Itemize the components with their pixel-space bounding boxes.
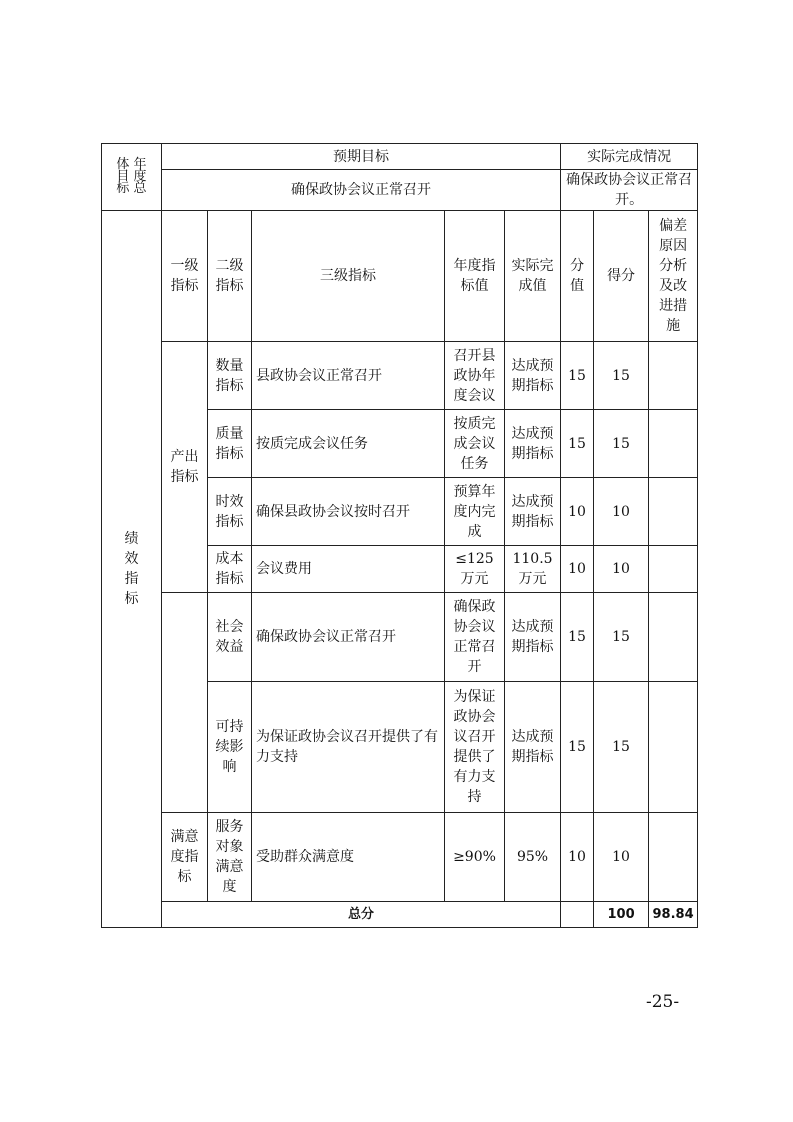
row-l3: 按质完成会议任务 xyxy=(252,410,445,478)
row-deviation xyxy=(649,478,698,546)
row-score: 15 xyxy=(594,342,649,410)
row-actual: 95% xyxy=(505,813,561,902)
row-deviation xyxy=(649,410,698,478)
row-score: 15 xyxy=(594,593,649,682)
row-l3: 受助群众满意度 xyxy=(252,813,445,902)
row-l2: 数量 指标 xyxy=(208,342,252,410)
row-l3: 为保证政协会议召开提供了有力支持 xyxy=(252,682,445,813)
row-target: 召开县 政协年 度会议 xyxy=(445,342,505,410)
group-output-indicators: 产出 指标 xyxy=(162,342,208,593)
row-actual: 达成预 期指标 xyxy=(505,682,561,813)
total-weight: 100 xyxy=(594,902,649,928)
row-weight: 15 xyxy=(561,410,594,478)
total-empty-cell xyxy=(561,902,594,928)
total-label: 总分 xyxy=(162,902,561,928)
row-deviation xyxy=(649,342,698,410)
col-weight-header: 分 值 xyxy=(561,211,594,342)
performance-table xyxy=(101,143,698,928)
row-target: 按质完 成会议 任务 xyxy=(445,410,505,478)
row-deviation xyxy=(649,546,698,593)
col-score-header: 得分 xyxy=(594,211,649,342)
row-actual: 达成预 期指标 xyxy=(505,478,561,546)
row-score: 10 xyxy=(594,546,649,593)
row-deviation xyxy=(649,682,698,813)
corner-label: 体 年 目 度 标 总 xyxy=(102,144,162,211)
row-l2: 质量 指标 xyxy=(208,410,252,478)
col-annual-target-header: 年度指 标值 xyxy=(445,211,505,342)
row-actual: 达成预 期指标 xyxy=(505,593,561,682)
expected-goal-text: 确保政协会议正常召开 xyxy=(162,170,561,211)
row-l3: 会议费用 xyxy=(252,546,445,593)
total-score: 98.84 xyxy=(649,902,698,928)
group-satisfaction-indicators: 满意 度指 标 xyxy=(162,813,208,902)
col-level2-header: 二级 指标 xyxy=(208,211,252,342)
row-target: 预算年 度内完 成 xyxy=(445,478,505,546)
row-deviation xyxy=(649,593,698,682)
row-l3: 县政协会议正常召开 xyxy=(252,342,445,410)
group-effect-indicators xyxy=(162,593,208,813)
row-l3: 确保县政协会议按时召开 xyxy=(252,478,445,546)
row-l2: 时效 指标 xyxy=(208,478,252,546)
row-l2: 可持 续影 响 xyxy=(208,682,252,813)
col-level1-header: 一级 指标 xyxy=(162,211,208,342)
row-target: ≤125 万元 xyxy=(445,546,505,593)
performance-indicators-label: 绩 效 指 标 xyxy=(102,211,162,928)
row-weight: 10 xyxy=(561,813,594,902)
row-l2: 服务 对象 满意 度 xyxy=(208,813,252,902)
page-number: -25- xyxy=(646,992,680,1012)
col-deviation-header: 偏差 原因 分析 及改 进措 施 xyxy=(649,211,698,342)
col-level3-header: 三级指标 xyxy=(252,211,445,342)
row-score: 10 xyxy=(594,813,649,902)
row-weight: 15 xyxy=(561,682,594,813)
row-l3: 确保政协会议正常召开 xyxy=(252,593,445,682)
actual-status-header: 实际完成情况 xyxy=(561,144,698,170)
row-weight: 10 xyxy=(561,478,594,546)
row-actual: 达成预 期指标 xyxy=(505,342,561,410)
row-score: 15 xyxy=(594,682,649,813)
row-target: 确保政 协会议 正常召 开 xyxy=(445,593,505,682)
row-weight: 15 xyxy=(561,593,594,682)
actual-status-text: 确保政协会议正常召开。 xyxy=(561,170,698,211)
row-score: 15 xyxy=(594,410,649,478)
row-target: ≥90% xyxy=(445,813,505,902)
expected-goal-header: 预期目标 xyxy=(162,144,561,170)
col-actual-value-header: 实际完 成值 xyxy=(505,211,561,342)
row-target: 为保证 政协会 议召开 提供了 有力支 持 xyxy=(445,682,505,813)
row-weight: 10 xyxy=(561,546,594,593)
row-deviation xyxy=(649,813,698,902)
row-l2: 成本 指标 xyxy=(208,546,252,593)
row-weight: 15 xyxy=(561,342,594,410)
row-l2: 社会 效益 xyxy=(208,593,252,682)
row-actual: 110.5 万元 xyxy=(505,546,561,593)
row-actual: 达成预 期指标 xyxy=(505,410,561,478)
row-score: 10 xyxy=(594,478,649,546)
